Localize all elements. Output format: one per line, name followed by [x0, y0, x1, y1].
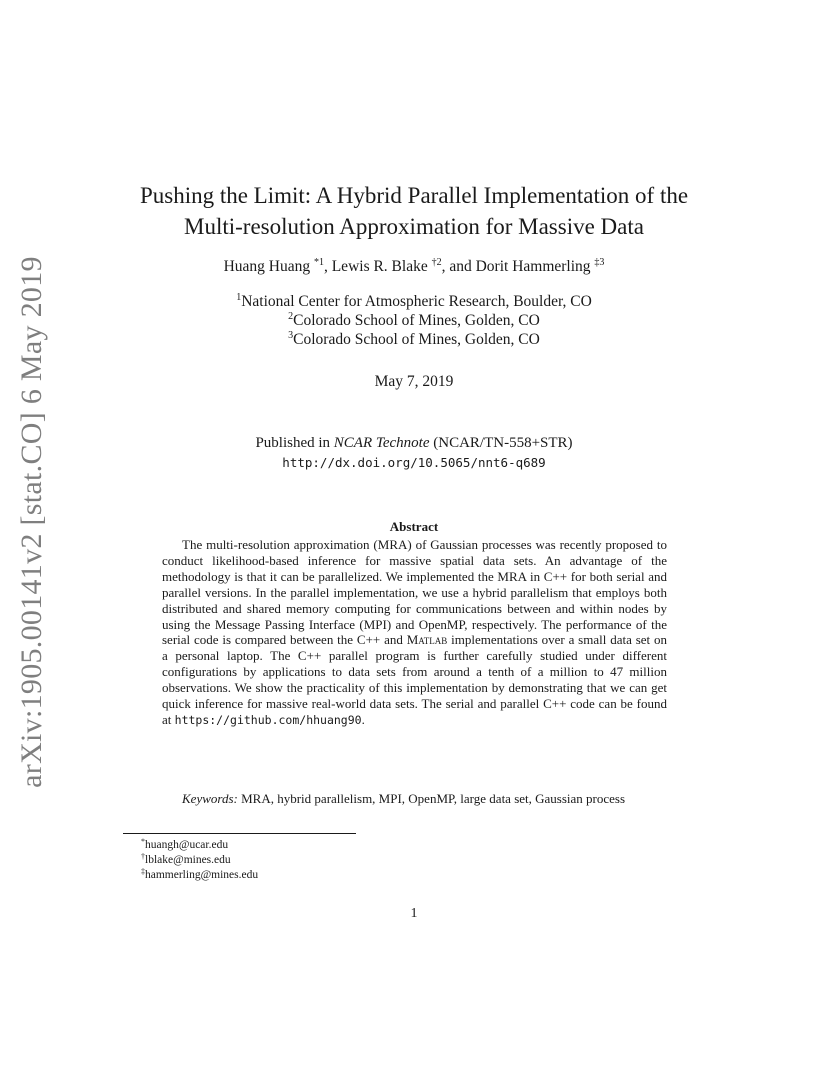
affiliation-text: Colorado School of Mines, Golden, CO — [293, 331, 540, 348]
footnote-divider — [123, 833, 356, 834]
footnote — [141, 838, 258, 853]
arxiv-stamp — [14, 256, 50, 788]
abstract-part-1: The multi-resolution approximation (MRA) of Gaussian processes was recently proposed to conduct likelihood-based inference for massive spatial data sets. An advantage of the methodology is that it can be parallelized. We implemented the MRA in C++ for both serial and parallel versions. In the parallel implementation, we use a hybrid parallelism that employs both distributed and shared memory computing for communications between and within nodes by using the Message Passing Interface (MPI) and OpenMP, respectively. The performance of the serial code is compared between the C++ and — [162, 537, 667, 648]
footnotes — [141, 838, 258, 883]
footnote-email[interactable]: lblake@mines.edu — [145, 854, 231, 866]
paper-date: May 7, 2019 — [374, 373, 454, 390]
affiliation-number: 3 — [288, 330, 294, 341]
affiliation-text: Colorado School of Mines, Golden, CO — [293, 312, 540, 329]
page-number: 1 — [410, 906, 418, 921]
matlab-name: Matlab — [406, 632, 448, 648]
author-mark: ‡3 — [594, 257, 605, 268]
affiliation — [100, 330, 728, 349]
title-line-2: Multi-resolution Approximation for Massive Data — [184, 214, 644, 239]
abstract-text — [162, 537, 667, 729]
affiliation-number: 2 — [288, 311, 294, 322]
author-name: Huang Huang — [223, 258, 311, 275]
footnote-mark: † — [141, 852, 145, 861]
footnote-mark: ‡ — [141, 867, 145, 876]
published-prefix: Published in — [255, 435, 334, 451]
abstract-heading: Abstract — [389, 519, 439, 534]
footnote-email[interactable]: hammerling@mines.edu — [145, 869, 259, 881]
author-name: Lewis R. Blake — [331, 258, 428, 275]
published-suffix: (NCAR/TN-558+STR) — [429, 435, 573, 451]
author-name: Dorit Hammerling — [475, 258, 591, 275]
footnote — [141, 868, 258, 883]
author-mark: †2 — [431, 257, 442, 268]
affiliation — [100, 311, 728, 330]
affiliation-list — [100, 292, 728, 349]
affiliation — [100, 292, 728, 311]
publication-info — [100, 434, 728, 472]
abstract-part-2: implementations over a small data set on a personal laptop. The C++ parallel program is further carefully studied under different configurations by applications to data sets from around a tenth of a million to 47 million observations. We show the practicality of this implementation by demonstrating that we can get quick inference for massive real-world data sets. The serial and parallel C++ code can be found at — [162, 632, 667, 727]
title-line-1: Pushing the Limit: A Hybrid Parallel Implementation of the — [139, 183, 689, 208]
arxiv-identifier: arXiv:1905.00141v2 [stat.CO] 6 May 2019 — [15, 256, 48, 788]
abstract-end: . — [361, 711, 365, 727]
author-separator: , — [323, 258, 332, 275]
footnote-mark: * — [141, 837, 145, 846]
keywords-text: MRA, hybrid parallelism, MPI, OpenMP, large data set, Gaussian process — [237, 791, 626, 806]
author-mark: *1 — [313, 257, 324, 268]
keywords-label: Keywords: — [182, 791, 238, 806]
affiliation-text: National Center for Atmospheric Research, Boulder, CO — [241, 293, 592, 310]
author-separator: , and — [441, 258, 476, 275]
doi-link[interactable]: http://dx.doi.org/10.5065/nnt6-q689 — [282, 455, 546, 470]
author-list — [100, 258, 728, 276]
github-link[interactable]: https://github.com/hhuang90 — [174, 712, 362, 727]
keywords — [162, 791, 667, 807]
footnote — [141, 853, 258, 868]
affiliation-number: 1 — [236, 292, 242, 303]
journal-name: NCAR Technote — [333, 435, 430, 451]
footnote-email[interactable]: huangh@ucar.edu — [145, 839, 229, 851]
paper-title — [100, 180, 728, 242]
